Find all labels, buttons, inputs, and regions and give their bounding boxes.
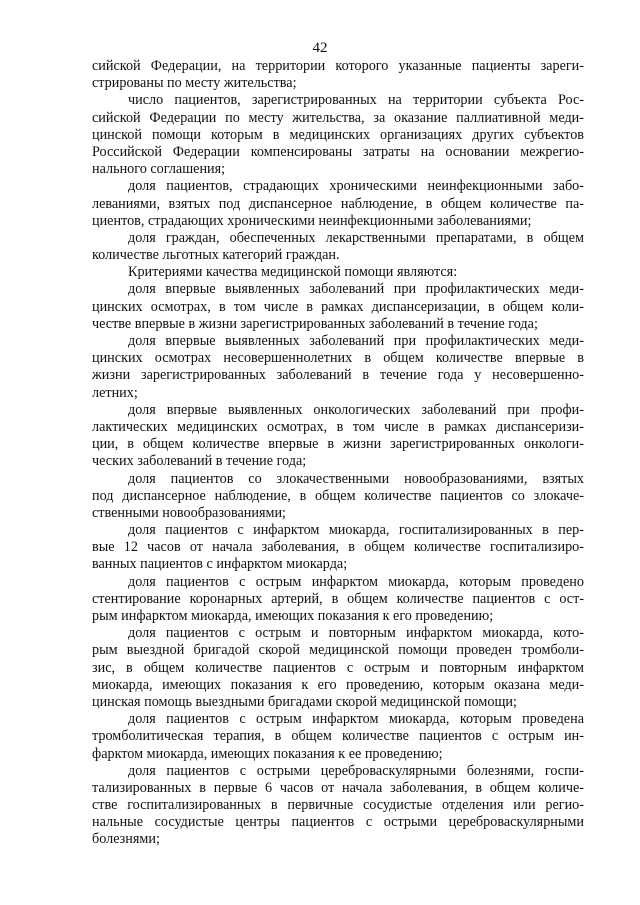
- text-line: летних;: [92, 384, 138, 401]
- text-line: стентирование коронарных артерий, в общем количестве пациентов с ост-: [92, 590, 584, 607]
- text-line: ственными новообразованиями;: [92, 504, 286, 521]
- text-line: леваниями, взятых под диспансерное наблюдение, в общем количестве па-: [92, 195, 584, 212]
- text-line: доля пациентов, страдающих хроническими неинфекционными забо-: [128, 178, 584, 195]
- text-line: доля пациентов с острым и повторным инфарктом миокарда, кото-: [128, 625, 584, 642]
- text-line: количестве льготных категорий граждан.: [92, 247, 340, 264]
- text-line: тромболитическая терапия, в общем количестве пациентов с острым ин-: [92, 728, 584, 745]
- text-line: под диспансерное наблюдение, в общем количестве пациентов со злокаче-: [92, 487, 584, 504]
- page-number: 42: [312, 40, 328, 56]
- text-line: число пациентов, зарегистрированных на территории субъекта Рос-: [128, 92, 584, 109]
- text-line: доля пациентов с острым инфарктом миокарда, которым проведено: [128, 573, 584, 590]
- text-line: сийской Федерации, на территории которого указанные пациенты зареги-: [92, 58, 584, 74]
- text-line: сийской Федерации по месту жительства, за оказание паллиативной меди-: [92, 109, 584, 126]
- text-line: доля пациентов с инфарктом миокарда, госпитализированных в пер-: [128, 522, 584, 539]
- text-line: лактических медицинских осмотрах, в том числе в рамках диспансеризи-: [92, 418, 584, 435]
- text-line: доля впервые выявленных онкологических заболеваний при профи-: [128, 401, 584, 418]
- text-line: доля пациентов с острым инфарктом миокарда, которым проведена: [128, 711, 584, 728]
- text-line: цинских осмотрах, в том числе в рамках диспансеризации, в общем коли-: [92, 298, 584, 315]
- text-line: ции, в общем количестве впервые в жизни зарегистрированных онкологи-: [92, 436, 584, 453]
- text-line: честве впервые в жизни зарегистрированных заболеваний в течение года;: [92, 315, 538, 332]
- text-line: вые 12 часов от начала заболевания, в общем количестве госпитализиро-: [92, 539, 584, 556]
- text-line: доля граждан, обеспеченных лекарственными препаратами, в общем: [128, 229, 584, 246]
- text-line: доля пациентов со злокачественными новообразованиями, взятых: [128, 470, 584, 487]
- text-line: рым выездной бригадой скорой медицинской помощи проведен тромболи-: [92, 642, 584, 659]
- text-line: ческих заболеваний в течение года;: [92, 453, 307, 470]
- text-line: доля впервые выявленных заболеваний при профилактических меди-: [128, 333, 584, 349]
- text-line: стрированы по месту жительства;: [92, 75, 297, 92]
- text-line: доля пациентов с острыми цереброваскулярными болезнями, госпи-: [128, 762, 584, 779]
- text-line: Российской Федерации компенсированы затраты на основании межрегио-: [92, 143, 584, 160]
- text-line: тализированных в первые 6 часов от начала заболевания, в общем количе-: [92, 779, 584, 796]
- text-line: зис, в общем количестве пациентов с острым и повторным инфарктом: [92, 659, 584, 676]
- text-line: цинская помощь выездными бригадами скорой медицинской помощи;: [92, 693, 517, 710]
- text-line: жизни зарегистрированных заболеваний в течение года у несовершенно-: [92, 367, 584, 384]
- text-line: рым инфарктом миокарда, имеющих показания к его проведению;: [92, 608, 494, 624]
- text-line: стве госпитализированных в первичные сосудистые отделения или регио-: [92, 797, 584, 814]
- text-line: нальные сосудистые центры пациентов с острыми цереброваскулярными: [92, 814, 584, 831]
- text-line: циентов, страдающих хроническими неинфекционными заболеваниями;: [92, 212, 532, 229]
- text-line: Критериями качества медицинской помощи являются:: [128, 264, 458, 281]
- text-line: цинских осмотрах несовершеннолетних в общем количестве впервые в: [92, 350, 584, 367]
- text-line: доля впервые выявленных заболеваний при профилактических меди-: [128, 281, 584, 298]
- body-text: [92, 58, 584, 849]
- text-line: ванных пациентов с инфарктом миокарда;: [92, 556, 348, 573]
- text-line: фарктом миокарда, имеющих показания к ее проведению;: [92, 745, 443, 762]
- text-line: миокарда, имеющих показания к его проведению, которым оказана меди-: [92, 676, 584, 693]
- text-line: нального соглашения;: [92, 161, 226, 178]
- text-line: цинской помощи которым в медицинских организациях других субъектов: [92, 126, 584, 143]
- text-line: болезнями;: [92, 831, 160, 848]
